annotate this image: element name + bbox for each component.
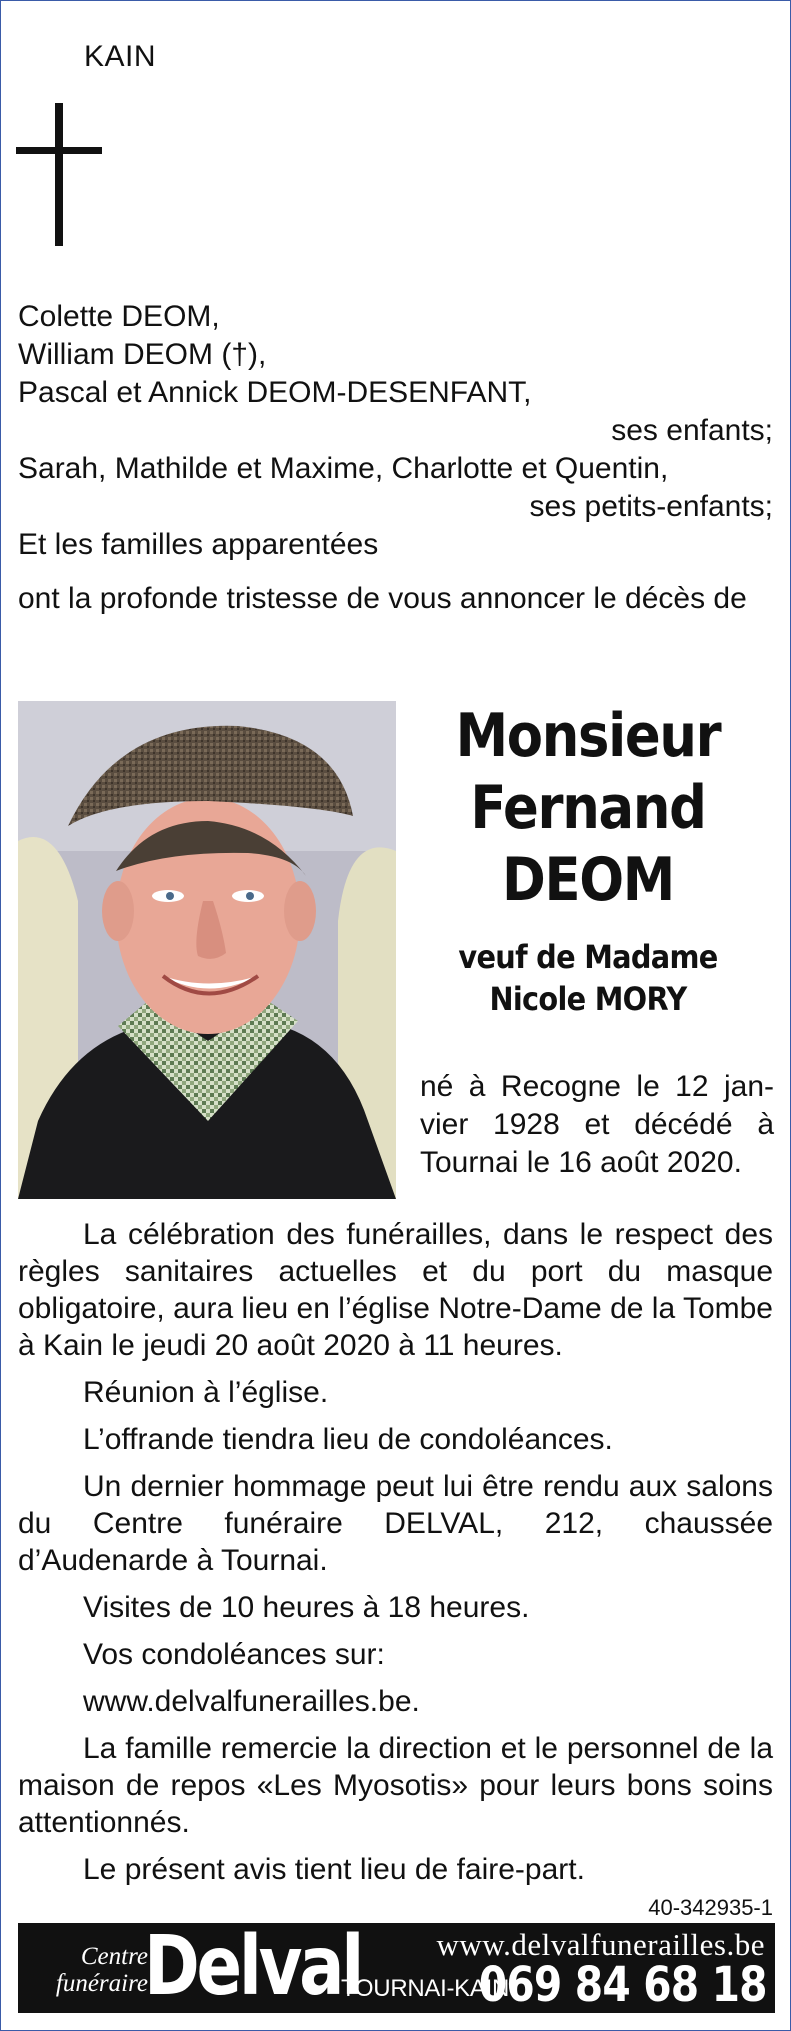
widow-line-1: veuf de Madame bbox=[458, 938, 718, 976]
footer-website-link[interactable]: www.delvalfunerailles.be bbox=[436, 1927, 765, 1962]
funeral-centre-label bbox=[36, 1943, 148, 1997]
tribute-paragraph: Un dernier hommage peut lui être rendu aux salons du Centre funéraire DELVAL, 212, chaussée d’Audenarde à Tournai. bbox=[18, 1470, 773, 1577]
brand-logo: Delval bbox=[144, 1919, 362, 2014]
funeraire-word: funéraire bbox=[55, 1970, 148, 1997]
visits-paragraph: Visites de 10 heures à 18 heures. bbox=[83, 1591, 530, 1624]
footer-city: TOURNAI-KAIN bbox=[341, 1975, 509, 2002]
widow-line bbox=[419, 936, 757, 1020]
place-heading: KAIN bbox=[84, 40, 157, 73]
deceased-first-name: Fernand bbox=[470, 773, 706, 843]
family-line: Pascal et Annick DEOM-DESENFANT, bbox=[18, 376, 532, 409]
thanks-paragraph: La famille remercie la direction et le personnel de la maison de repos «Les Myosotis» pour leurs bons soins attentionnés. bbox=[18, 1732, 773, 1839]
centre-word: Centre bbox=[80, 1943, 148, 1970]
family-line: Et les familles apparentées bbox=[18, 528, 379, 561]
deceased-last-name: DEOM bbox=[501, 845, 675, 915]
family-line: Sarah, Mathilde et Maxime, Charlotte et Quentin, bbox=[18, 452, 669, 485]
deceased-title: Monsieur bbox=[455, 701, 721, 771]
family-role: ses petits-enfants; bbox=[529, 490, 773, 523]
deceased-name-block bbox=[400, 700, 776, 1020]
funeral-details bbox=[18, 1216, 773, 1898]
offering-paragraph: L’offrande tiendra lieu de condoléances. bbox=[83, 1423, 613, 1456]
family-role: ses enfants; bbox=[611, 414, 773, 447]
family-list bbox=[18, 298, 773, 564]
family-line: Colette DEOM, bbox=[18, 300, 220, 333]
funeral-home-banner bbox=[18, 1919, 775, 2014]
born-line: vier 1928 et décédé à bbox=[420, 1108, 774, 1141]
portrait-photo bbox=[18, 701, 396, 1199]
condolences-paragraph: Vos condoléances sur: bbox=[83, 1638, 385, 1671]
family-line: William DEOM (†), bbox=[18, 338, 267, 371]
meeting-paragraph: Réunion à l’église. bbox=[83, 1376, 329, 1409]
announcement-intro: ont la profonde tristesse de vous annoncer le décès de bbox=[18, 582, 747, 615]
footer-phone[interactable]: 069 84 68 18 bbox=[479, 1957, 767, 2013]
birth-death-details bbox=[420, 1068, 774, 1182]
born-line: Tournai le 16 août 2020. bbox=[420, 1146, 742, 1179]
widow-line-2: Nicole MORY bbox=[489, 980, 687, 1018]
reference-number: 40-342935-1 bbox=[648, 1895, 773, 1920]
born-line: né à Recogne le 12 jan- bbox=[420, 1070, 774, 1103]
notice-paragraph: Le présent avis tient lieu de faire-part. bbox=[83, 1853, 585, 1886]
website-link[interactable]: www.delvalfunerailles.be. bbox=[83, 1685, 420, 1718]
ceremony-paragraph: La célébration des funérailles, dans le respect des règles sanitaires actuelles et du port du masque obligatoire, aura lieu en l’église Notre-Dame de la Tombe à Kain le jeudi 20 août 2020 à 11 heures. bbox=[18, 1218, 773, 1362]
